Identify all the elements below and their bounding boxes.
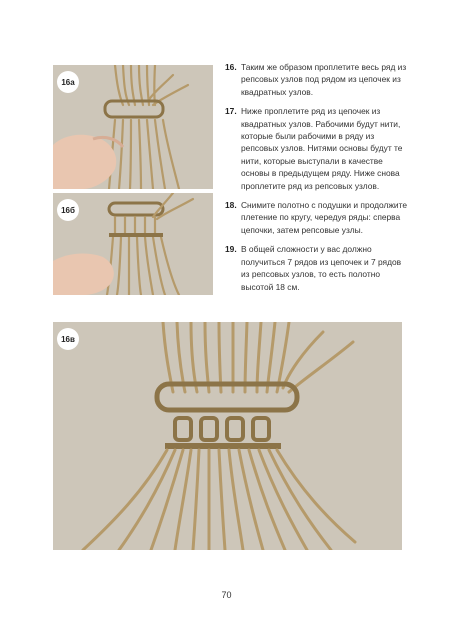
step-number: 16.	[225, 62, 237, 72]
step-17	[225, 105, 410, 192]
photo-label: 16а	[57, 71, 79, 93]
macrame-photo-16b	[53, 193, 213, 295]
step-18	[225, 199, 410, 236]
step-19	[225, 243, 410, 293]
step-16	[225, 61, 410, 98]
step-number: 19.	[225, 244, 237, 255]
step-number: 17.	[225, 106, 237, 117]
step-text: Таким же образом проплетите весь ряд из репсовых узлов под рядом из цепочек из квадратных узлов.	[241, 62, 407, 97]
macrame-photo-16a	[53, 65, 213, 189]
step-text: Ниже проплетите ряд из цепочек из квадратных узлов. Рабочими будут нити, которые были рабочими в ряду из репсовых узлов. Нитями основы будут те нити, которые выступали в качестве основы в предыдущем ряду. Ниже снова проплетите ряд из репсовых узлов.	[241, 106, 403, 191]
step-text: В общей сложности у вас должно получиться 7 рядов из цепочек и 7 рядов из репсовых узлов, то есть полотно высотой 18 см.	[241, 244, 402, 292]
instructions-list	[225, 61, 410, 300]
photo-label: 16в	[57, 328, 79, 350]
macrame-photo-16c	[53, 322, 402, 550]
page-number: 70	[221, 590, 232, 600]
step-number: 18.	[225, 200, 237, 211]
step-text: Снимите полотно с подушки и продолжите плетение по кругу, чередуя ряды: сперва цепочки, затем репсовые узлы.	[241, 200, 408, 235]
macrame-illustration-16c	[53, 322, 402, 550]
photo-label: 16б	[57, 199, 79, 221]
